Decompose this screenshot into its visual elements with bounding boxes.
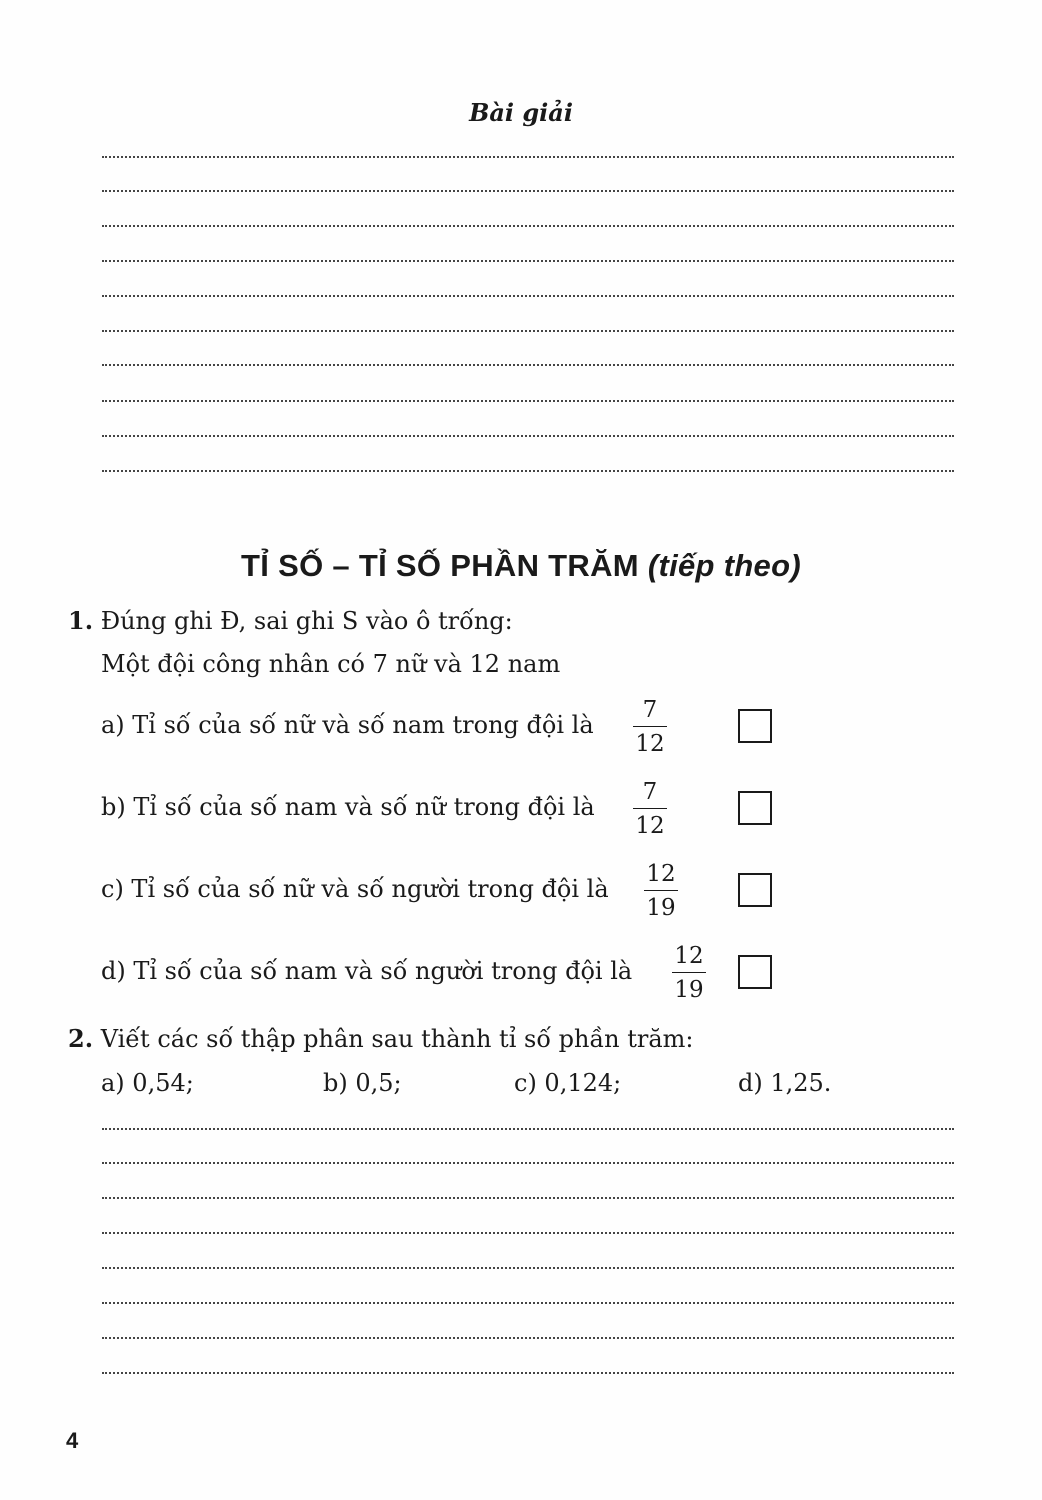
solution-heading: Bài giải — [469, 98, 573, 127]
fraction-numerator: 7 — [633, 699, 667, 727]
exercise-2-option-a: a) 0,54; — [101, 1069, 194, 1097]
fraction-denominator: 19 — [646, 895, 676, 921]
section-title — [0, 548, 1042, 584]
answer-line[interactable] — [102, 295, 954, 297]
fraction-c — [644, 863, 678, 920]
exercise-2-option-b: b) 0,5; — [323, 1069, 402, 1097]
exercise-2-number: 2. — [68, 1024, 94, 1053]
answer-line[interactable] — [102, 364, 954, 366]
answer-line[interactable] — [102, 400, 954, 402]
fraction-b — [633, 781, 667, 838]
answer-line[interactable] — [102, 156, 954, 158]
exercise-2-option-c: c) 0,124; — [514, 1069, 622, 1097]
answer-line[interactable] — [102, 1302, 954, 1304]
fraction-numerator: 12 — [644, 863, 678, 891]
fraction-numerator: 12 — [672, 945, 706, 973]
exercise-2-instruction: Viết các số thập phân sau thành tỉ số phần trăm: — [100, 1025, 694, 1053]
section-title-main: TỈ SỐ – TỈ SỐ PHẦN TRĂM — [241, 548, 639, 583]
answer-line[interactable] — [102, 190, 954, 192]
answer-line[interactable] — [102, 1232, 954, 1234]
answer-line[interactable] — [102, 330, 954, 332]
exercise-1-context: Một đội công nhân có 7 nữ và 12 nam — [101, 650, 561, 678]
fraction-d — [672, 945, 706, 1002]
answer-line[interactable] — [102, 1162, 954, 1164]
exercise-1-item-c-text: c) Tỉ số của số nữ và số người trong đội là — [101, 875, 609, 903]
answer-box-b[interactable] — [738, 791, 772, 825]
exercise-1-number: 1. — [68, 606, 94, 635]
answer-line[interactable] — [102, 470, 954, 472]
answer-box-c[interactable] — [738, 873, 772, 907]
answer-line[interactable] — [102, 1372, 954, 1374]
answer-line[interactable] — [102, 1267, 954, 1269]
answer-line[interactable] — [102, 1197, 954, 1199]
fraction-a — [633, 699, 667, 756]
answer-line[interactable] — [102, 1128, 954, 1130]
page-number: 4 — [66, 1428, 79, 1453]
section-title-suffix: (tiếp theo) — [647, 548, 801, 583]
fraction-numerator: 7 — [633, 781, 667, 809]
exercise-1-item-b-text: b) Tỉ số của số nam và số nữ trong đội là — [101, 793, 595, 821]
answer-line[interactable] — [102, 260, 954, 262]
exercise-2-option-d: d) 1,25. — [738, 1069, 832, 1097]
answer-line[interactable] — [102, 435, 954, 437]
answer-line[interactable] — [102, 1337, 954, 1339]
fraction-denominator: 12 — [635, 731, 665, 757]
answer-box-a[interactable] — [738, 709, 772, 743]
answer-box-d[interactable] — [738, 955, 772, 989]
exercise-1-instruction-row — [68, 606, 513, 635]
fraction-denominator: 19 — [674, 977, 704, 1003]
answer-line[interactable] — [102, 225, 954, 227]
exercise-2-instruction-row — [68, 1024, 694, 1053]
exercise-1-item-a-text: a) Tỉ số của số nữ và số nam trong đội là — [101, 711, 594, 739]
fraction-denominator: 12 — [635, 813, 665, 839]
exercise-1-item-d-text: d) Tỉ số của số nam và số người trong đội là — [101, 957, 633, 985]
exercise-1-instruction: Đúng ghi Đ, sai ghi S vào ô trống: — [100, 607, 513, 635]
